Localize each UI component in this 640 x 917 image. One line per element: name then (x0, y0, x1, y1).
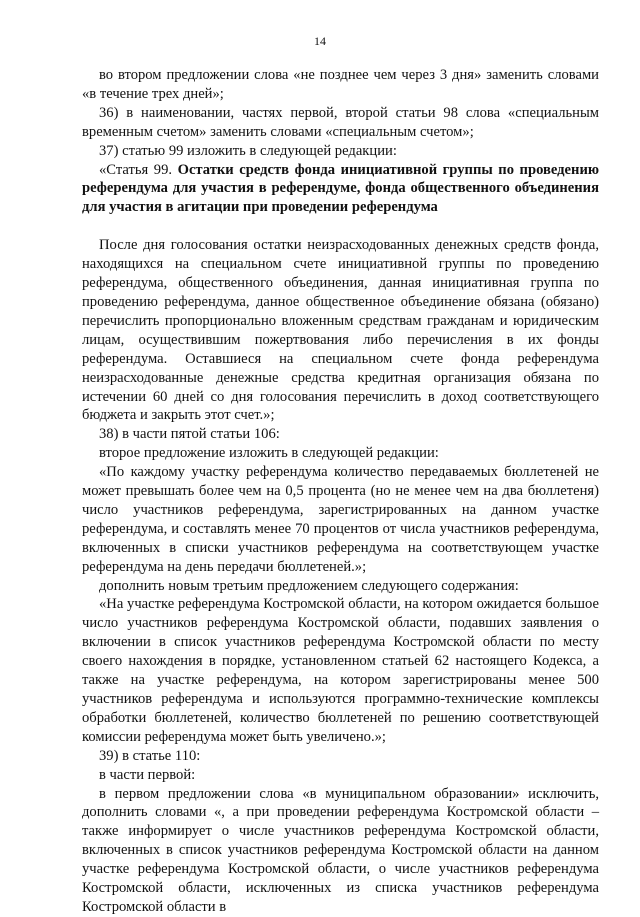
paragraph: в первом предложении слова «в муниципальном образовании» исключить, дополнить словами «, а при проведении референдума Костромской области – также информирует о числе участников референдума Костромской области, включенных в список участников референдума Костромской области на данном участке референдума Костромской области, о числе участников референдума Костромской области, исключенных из списка участников референдума Костромской области в (82, 785, 599, 915)
article-heading-prefix: «Статья 99. (99, 161, 178, 178)
document-body (82, 66, 599, 917)
paragraph: второе предложение изложить в следующей редакции: (99, 445, 439, 462)
paragraph: «По каждому участку референдума количество передаваемых бюллетеней не может превышать более чем на 0,5 процента (но не менее чем на два бюллетеня) число участников референдума, зарегистрированных на данном участке референдума, и составлять менее 70 процентов от числа участников референдума, включенных в списки участников референдума на соответствующем участке референдума на день передачи бюллетеней.»; (82, 464, 599, 575)
paragraph: 38) в части пятой статьи 106: (99, 426, 280, 443)
article-heading (82, 161, 599, 218)
paragraph: во втором предложении слова «не позднее чем через 3 дня» заменить словами «в течение трех дней»; (82, 67, 599, 102)
paragraph-gap (82, 217, 599, 236)
page-number: 14 (314, 34, 326, 48)
paragraph: 36) в наименовании, частях первой, второй статьи 98 слова «специальным временным счетом» заменить словами «специальным счетом»; (82, 104, 599, 140)
paragraph: в части первой: (99, 766, 196, 783)
paragraph: 37) статью 99 изложить в следующей редакции: (99, 142, 397, 159)
paragraph: После дня голосования остатки неизрасходованных денежных средств фонда, находящихся на специальном счете инициативной группы по проведению референдума, общественного объединения, данная инициативная группа по проведению референдума, данное общественное объединение обязана (обязано) перечислить пропорционально вложенным средствам гражданам и юридическим лицам, осуществившим пожертвования либо перечисления в их фонды референдума. Оставшиеся на специальном счете фонда референдума неизрасходованные денежные средства кредитная организация обязана по истечении 60 дней со дня голосования перечислить в доход соответствующего бюджета и закрыть этот счет.»; (82, 237, 599, 424)
paragraph: 39) в статье 110: (99, 747, 201, 764)
paragraph: дополнить новым третьим предложением следующего содержания: (99, 577, 519, 594)
article-heading-title: Остатки средств фонда инициативной группы по проведению референдума для участия в референдуме, фонда общественного объединения для участия в агитации при проведении референдума (82, 161, 600, 216)
paragraph: «На участке референдума Костромской области, на котором ожидается большое число участников референдума Костромской области, подавших заявления о включении в список участников референдума Костромской области по месту своего нахождения в порядке, установленном статьей 62 настоящего Кодекса, а также на участке референдума, на котором зарегистрированы менее 500 участников референдума и используются программно-технические комплексы обработки бюллетеней, количество бюллетеней по решению соответствующей комиссии референдума может быть увеличено.»; (82, 596, 599, 745)
